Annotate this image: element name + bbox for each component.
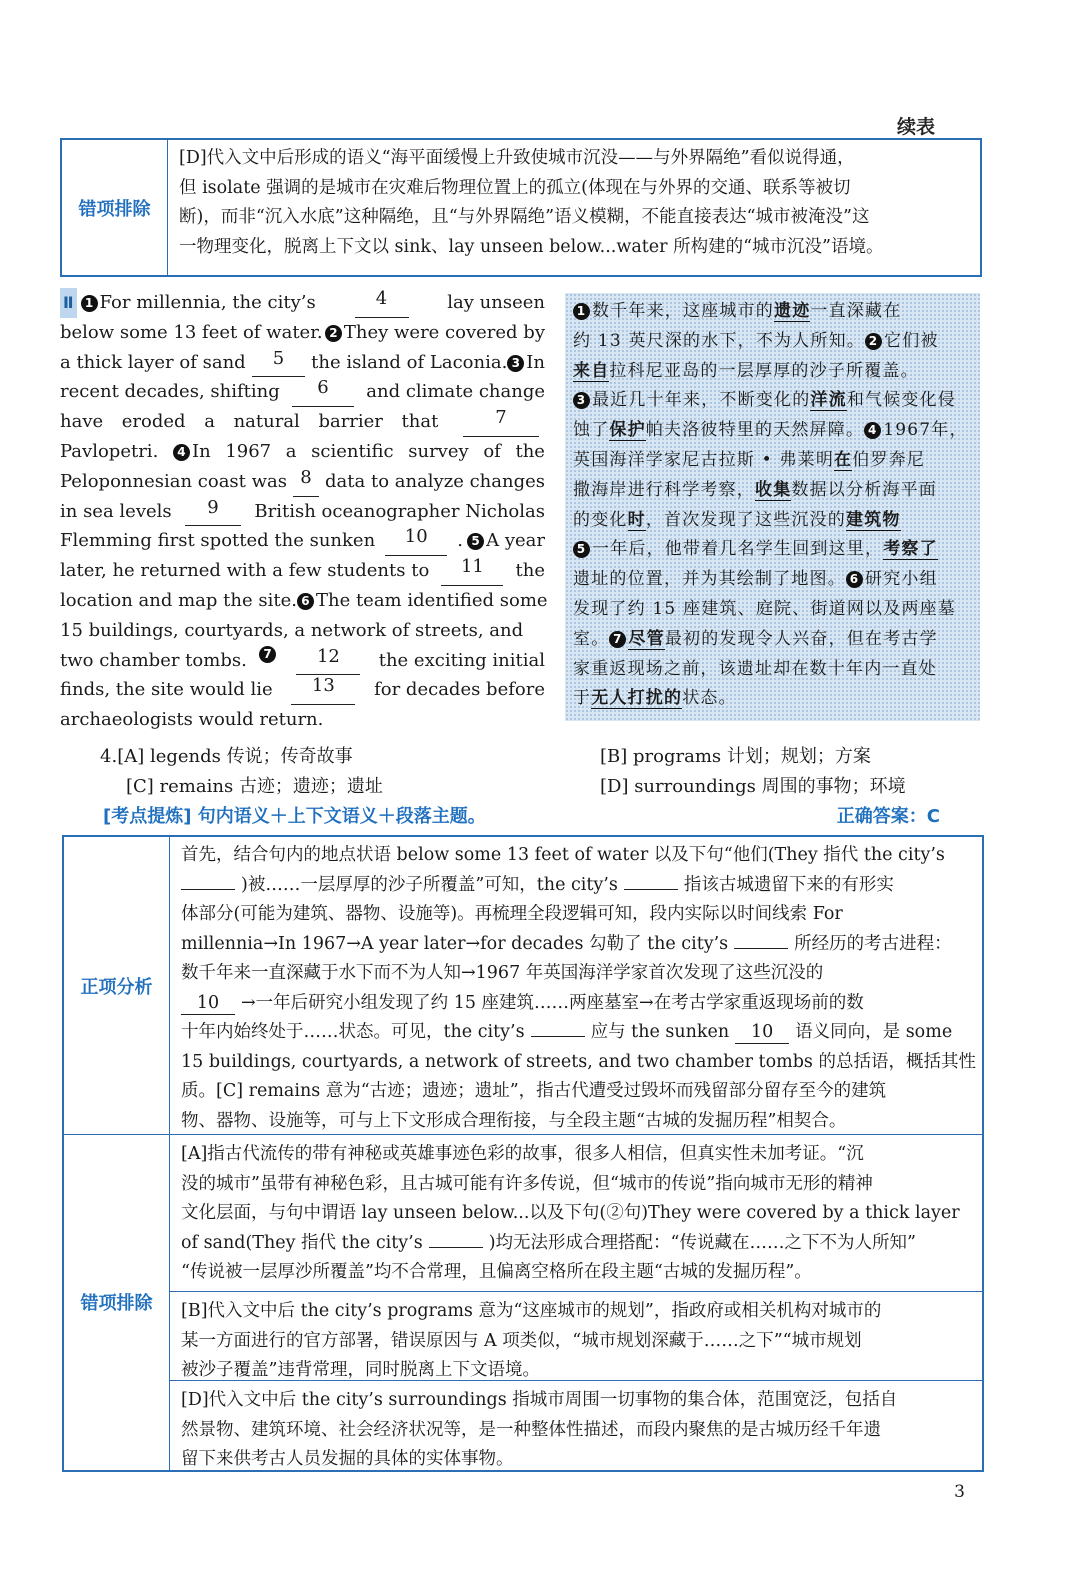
blank-line (181, 889, 235, 890)
text-line: 所经历的考古进程： (794, 933, 952, 954)
option-a-analysis (169, 1136, 982, 1290)
sentence-number: 1 (81, 295, 98, 312)
translation-text: 1967年， (883, 420, 968, 441)
translation-text: 状态。 (682, 688, 737, 709)
passage-text: barrier (318, 411, 383, 433)
passage-text: survey (408, 440, 469, 462)
text-line: 首先，结合句内的地点状语 below some 13 feet of water 以及下句“他们(They 指代 the city’s (181, 845, 945, 865)
option-a (100, 742, 353, 772)
text-line: 然景物、建筑环境、社会经济状况等，是一种整体性描述，而段内聚焦的是古城历经千年遗 (181, 1419, 881, 1440)
passage-text: below some 13 feet of water. (60, 321, 323, 343)
option-c: [C] remains 古迹；遗迹；遗址 (126, 776, 383, 797)
passage-text: and climate change (366, 381, 545, 403)
passage-text: finds, the site would lie (60, 679, 273, 701)
option-b-analysis (169, 1293, 982, 1388)
translation-text: 于 (573, 688, 592, 709)
translation-keyword: 无人打扰的 (591, 688, 683, 709)
text-line: 语义同向，是 some (795, 1022, 953, 1042)
question-number: 4. (100, 746, 118, 767)
option-d-analysis (169, 1382, 982, 1477)
text-line: 一物理变化，脱离上下文以 sink、lay unseen below...water 所构建的“城市沉没”语境。 (179, 236, 884, 257)
passage-text: recent decades, shifting (60, 381, 280, 403)
translation-keyword: 时 (627, 509, 646, 530)
passage-text: Flemming first spotted the sunken (60, 530, 376, 552)
translation-text: 一直深藏在 (810, 301, 902, 321)
text-line: millennia→In 1967→A year later→for decades 勾勒了 the city’s (181, 933, 729, 954)
blank-12[interactable]: 12 (296, 646, 360, 676)
blank-5[interactable]: 5 (252, 348, 305, 378)
translation-text: 发现了约 15 座建筑、庭院、街道网以及两座墓 (573, 598, 957, 619)
text-line: )被……一层厚厚的沙子所覆盖”可知，the city’s (241, 874, 618, 895)
text-line: 指该古城遗留下来的有形实 (683, 874, 894, 895)
text-line: [A]指古代流传的带有神秘或英雄事迹色彩的故事，很多人相信，但真实性未加考证。“沉 (181, 1144, 864, 1164)
text-line: [D]代入文中后 the city’s surroundings 指城市周围一切事物的集合体，范围宽泛，包括自 (181, 1390, 898, 1410)
translation-text: 一年后，他带着几名学生回到这里， (592, 539, 884, 560)
sentence-number: 3 (507, 355, 524, 372)
passage-text: 1967 (225, 440, 272, 462)
sentence-number: 1 (573, 303, 590, 320)
passage-text: in sea levels (60, 500, 172, 522)
text-line: )均无法形成合理搭配：“传说藏在……之下不为人所知” (488, 1232, 916, 1253)
passage-text: the (515, 560, 545, 582)
blank-line (624, 889, 678, 890)
blank-13[interactable]: 13 (291, 675, 355, 705)
blank-10-ref: 10 (181, 992, 235, 1015)
translation-text: 它们被 (884, 330, 939, 351)
translation-text: 室。 (573, 628, 610, 649)
passage-text: In (191, 440, 211, 462)
continued-label: 续表 (896, 116, 935, 138)
blank-6[interactable]: 6 (292, 377, 354, 407)
sentence-number: 2 (325, 325, 342, 342)
passage-text: the exciting initial (378, 649, 545, 671)
sentence-number: 2 (865, 333, 882, 350)
sentence-number: 7 (609, 631, 626, 648)
translation-text: 的变化 (573, 509, 628, 530)
text-line: 被沙子覆盖”违背常理，同时脱离上下文语境。 (181, 1360, 540, 1380)
passage-text: A year (486, 530, 545, 552)
text-line: 数千年来一直深藏于水下而不为人知→1967 年英国海洋学家首次发现了这些沉没的 (181, 963, 824, 983)
text-line: 某一方面进行的官方部署，错误原因与 A 项类似，“城市规划深藏于……之下”“城市规划 (181, 1330, 862, 1351)
text-line: 但 isolate 强调的是城市在灾难后物理位置上的孤立(体现在与外界的交通、联系等被切 (179, 177, 851, 198)
translation-text: 伯罗奔尼 (852, 449, 926, 470)
translation-text: 和气候变化侵 (846, 390, 957, 411)
text-line: 15 buildings, courtyards, a network of streets, and two chamber tombs 的总括语，概括其性 (181, 1051, 976, 1072)
translation-text: 撒海岸进行科学考察， (573, 479, 755, 500)
translation-text: 数千年来，这座城市的 (592, 301, 774, 321)
translation-keyword: 洋流 (810, 390, 847, 411)
translation-text: 数据以分析海平面 (791, 479, 938, 500)
translation-text: 拉科尼亚岛的一层厚厚的沙子所覆盖。 (609, 360, 919, 381)
translation-text: 最初的发现令人兴奋，但在考古学 (664, 628, 938, 649)
translation-keyword: 在 (834, 449, 853, 470)
sentence-number: 4 (173, 444, 190, 461)
translation-box (565, 293, 980, 721)
passage-text: a (285, 440, 297, 462)
passage-text: They were covered by (343, 321, 545, 343)
blank-8[interactable]: 8 (293, 467, 319, 497)
passage-text: two chamber tombs. (60, 649, 247, 671)
passage-text: the island of Laconia. (311, 351, 508, 373)
passage-text: later, he returned with a few students to (60, 560, 430, 582)
translation-text: 最近几十年来，不断变化的 (592, 390, 811, 411)
analysis-table (62, 835, 984, 1472)
translation-text: 英国海洋学家尼古拉斯 • 弗莱明 (573, 449, 835, 470)
text-line: 断)，而非“沉入水底”这种隔绝，且“与外界隔绝”语义模糊，不能直接表达“城市被淹没”这 (179, 207, 870, 227)
blank-9[interactable]: 9 (185, 497, 241, 527)
passage-text: natural (233, 411, 300, 433)
option-d: [D] surroundings 周围的事物；环境 (600, 776, 906, 797)
passage-text: 15 buildings, courtyards, a network of streets, and (60, 619, 524, 641)
text-line: 十年内始终处于……状态。可见，the city’s (181, 1022, 525, 1042)
blank-7[interactable]: 7 (463, 407, 539, 437)
text-line: 物、器物、设施等，可与上下文形成合理衔接，与全段主题“古城的发掘历程”相契合。 (181, 1110, 847, 1131)
translation-keyword: 尽管 (628, 628, 665, 649)
blank-10[interactable]: 10 (385, 526, 447, 556)
correct-analysis-text (169, 837, 982, 1138)
translation-keyword: 收集 (755, 479, 792, 500)
passage-text: Peloponnesian coast was (60, 470, 288, 492)
passage-text: British oceanographer Nicholas (254, 500, 545, 522)
blank-4[interactable]: 4 (355, 288, 409, 318)
passage-text: . (457, 530, 464, 552)
text-line: 质。[C] remains 意为“古迹；遗迹；遗址”，指古代遭受过毁坏而残留部分留存至今的建筑 (181, 1081, 887, 1101)
correct-analysis-label: 正项分析 (64, 837, 170, 1134)
passage-text: the (515, 440, 545, 462)
passage-text: eroded (121, 411, 186, 433)
text-line: “传说被一层厚沙所覆盖”均不合常理，且偏离空格所在段主题“古城的发掘历程”。 (181, 1262, 812, 1282)
blank-line (429, 1247, 483, 1248)
option-a-text: [A] legends 传说；传奇故事 (117, 746, 353, 767)
section-marker: Ⅱ (60, 288, 77, 318)
passage-text: In (526, 351, 545, 373)
passage-text: The team identified some (315, 589, 548, 611)
translation-keyword: 来自 (573, 360, 610, 381)
sentence-number: 7 (259, 646, 276, 663)
key-point-summary: [考点提炼] 句内语义＋上下文语义＋段落主题。 (103, 806, 486, 827)
text-line: 体部分(可能为建筑、器物、设施等)。再梳理全段逻辑可知，段内实际以时间线索 For (181, 904, 843, 924)
wrong-exclusion-label: 错项排除 (64, 1134, 170, 1470)
blank-line (531, 1036, 585, 1037)
blank-10-ref: 10 (735, 1021, 789, 1044)
text-line: 留下来供考古人员发掘的具体的实体事物。 (181, 1449, 514, 1469)
translation-text: ，首次发现了这些沉没的 (645, 509, 847, 530)
text-line: [D]代入文中后形成的语义“海平面缓慢上升致使城市沉没——与外界隔绝”看似说得通， (179, 148, 855, 168)
sentence-number: 6 (297, 593, 314, 610)
top-table-text (167, 140, 980, 264)
blank-line (734, 948, 788, 949)
translation-text: 约 13 英尺深的水下，不为人所知。 (573, 330, 866, 351)
passage-text: location and map the site. (60, 589, 297, 611)
translation-text: 家重返现场之前，该遗址却在数十年内一直处 (573, 658, 937, 679)
sentence-number: 6 (846, 571, 863, 588)
blank-11[interactable]: 11 (441, 556, 503, 586)
translation-text: 蚀了 (573, 420, 610, 441)
translation-keyword: 保护 (609, 420, 646, 441)
text-line: [B]代入文中后 the city’s programs 意为“这座城市的规划”，指政府或相关机构对城市的 (181, 1301, 882, 1321)
passage-text: of (483, 440, 501, 462)
text-line: 文化层面，与句中谓语 lay unseen below...以及下句(②句)They were covered by a thick layer (181, 1203, 960, 1223)
passage-text: have (60, 411, 104, 433)
passage-text: lay unseen (447, 292, 545, 313)
passage-text: a (204, 411, 215, 433)
translation-text: 帕夫洛彼特里的天然屏障。 (645, 420, 865, 441)
text-line: 应与 the sunken (590, 1022, 730, 1042)
text-line: of sand(They 指代 the city’s (181, 1232, 423, 1253)
translation-keyword: 遗迹 (774, 301, 811, 321)
option-b: [B] programs 计划；规划；方案 (600, 746, 871, 767)
passage (60, 288, 548, 735)
passage-text: archaeologists would return. (60, 709, 324, 731)
sentence-number: 3 (573, 392, 590, 409)
passage-text: data to analyze changes (325, 470, 545, 492)
correct-answer: 正确答案：C (836, 806, 940, 827)
passage-text: Pavlopetri. (60, 440, 159, 462)
translation-text: 遗址的位置，并为其绘制了地图。 (573, 569, 846, 590)
passage-text: a thick layer of sand (60, 351, 246, 373)
text-line: 没的城市”虽带有神秘色彩，且古城可能有许多传说，但“城市的传说”指向城市无形的精神 (181, 1173, 873, 1194)
sentence-number: 4 (864, 422, 881, 439)
top-table (60, 138, 982, 277)
passage-text: that (401, 411, 439, 433)
passage-text: scientific (311, 440, 394, 462)
sentence-number: 5 (573, 541, 590, 558)
translation-text: 研究小组 (865, 569, 938, 590)
text-line: →一年后研究小组发现了约 15 座建筑……两座墓室→在考古学家重返现场前的数 (241, 992, 864, 1013)
passage-text: for decades before (374, 679, 545, 701)
page-number: 3 (954, 1482, 965, 1502)
translation-keyword: 建筑物 (846, 509, 901, 530)
translation-keyword: 考察了 (883, 539, 938, 560)
sentence-number: 5 (467, 533, 484, 550)
top-table-label: 错项排除 (62, 140, 168, 275)
passage-text: For millennia, the city’s (99, 292, 316, 313)
